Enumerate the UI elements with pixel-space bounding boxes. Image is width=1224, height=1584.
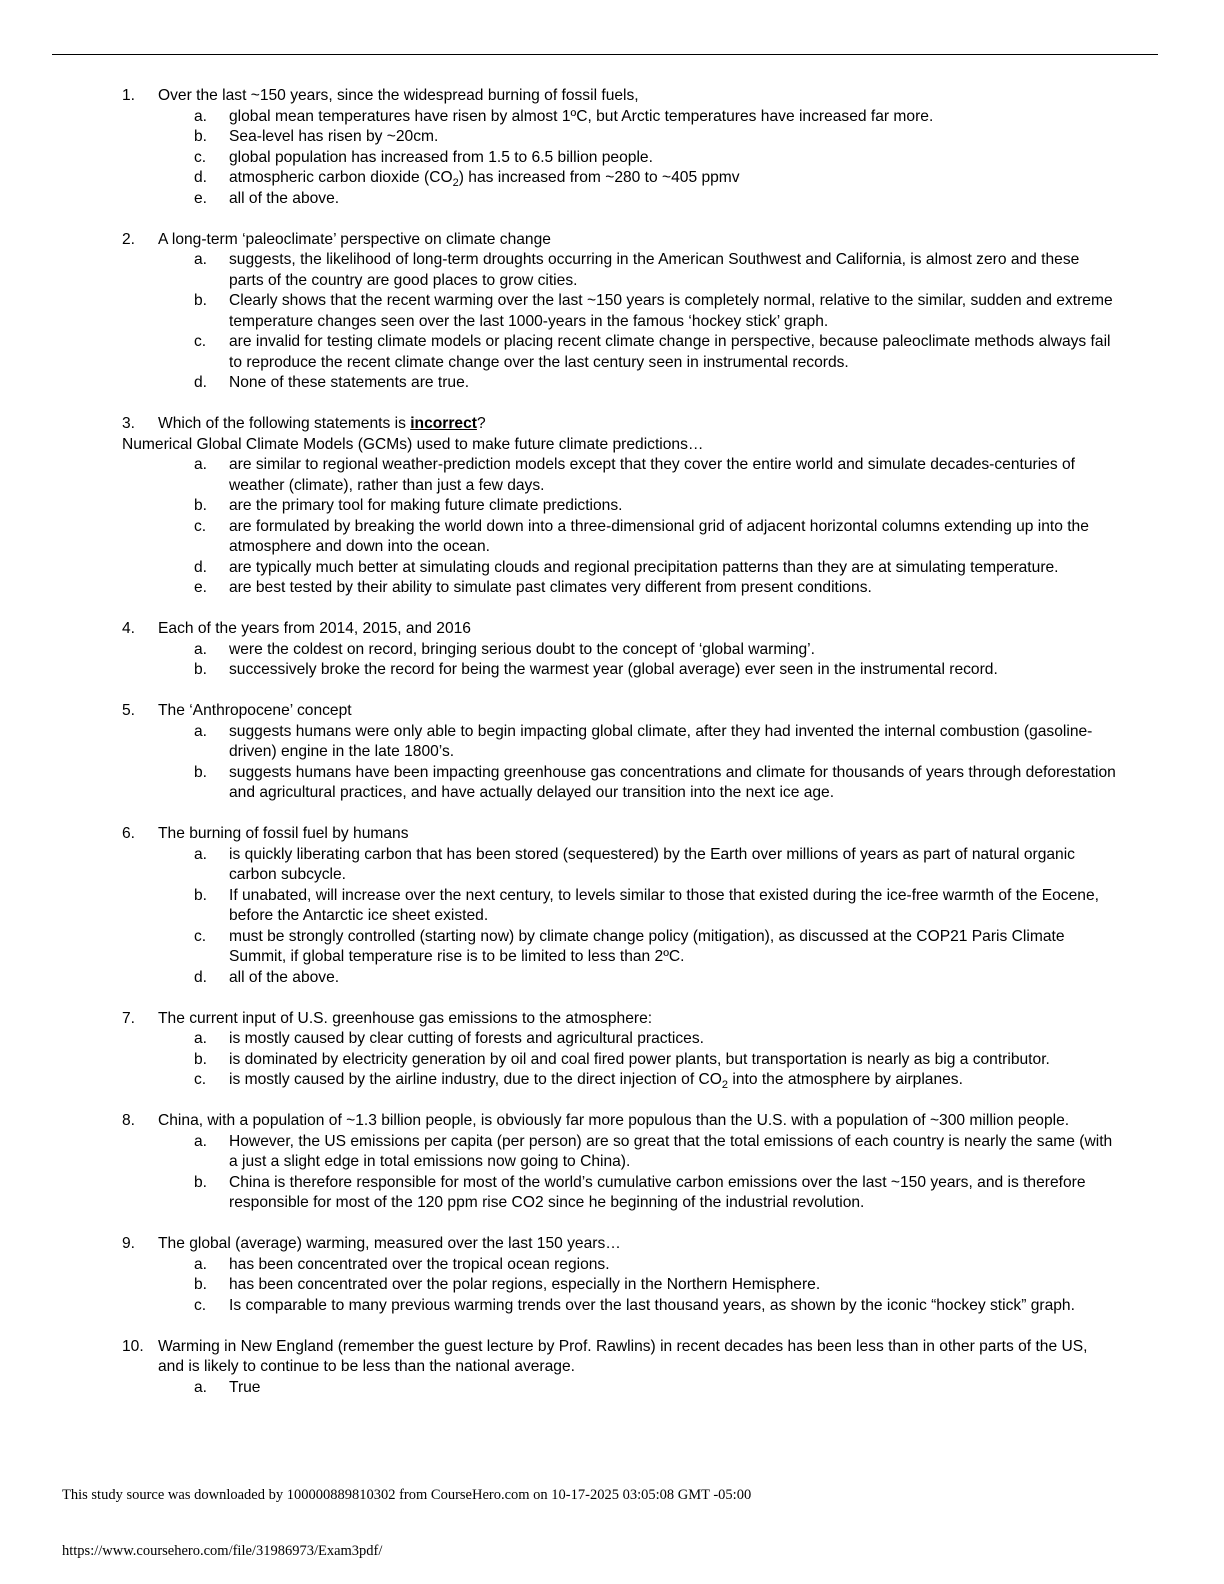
answer-option	[0, 332, 1224, 373]
question-text: China, with a population of ~1.3 billion people, is obviously far more populous than the U.S. with a population of ~300 million people.	[158, 1112, 1070, 1129]
answer-option	[0, 1275, 1224, 1296]
question-2	[0, 230, 1224, 394]
answer-option	[0, 107, 1224, 128]
option-text-post: ) has increased from ~280 to ~405 ppmv	[458, 169, 740, 186]
option-text-pre: is mostly caused by the airline industry, due to the direct injection of CO	[229, 1071, 722, 1088]
question-text: Warming in New England (remember the guest lecture by Prof. Rawlins) in recent decades has been less than in other parts of the US, and is likely to continue to be less than the national average.	[158, 1337, 1088, 1375]
answer-option	[0, 1070, 1224, 1091]
option-text: are similar to regional weather-prediction models except that they cover the entire world and simulate decades-centuries of weather (climate), rather than just a few days.	[229, 456, 1075, 494]
option-text: True	[229, 1378, 261, 1396]
answer-option	[0, 1050, 1224, 1071]
answer-option	[0, 1132, 1224, 1173]
option-letter: b.	[194, 292, 208, 309]
option-text: suggests humans were only able to begin impacting global climate, after they had invented the internal combustion (gasoline-driven) engine in the late 1800’s.	[229, 722, 1093, 760]
answer-option	[0, 763, 1224, 804]
question-text: The global (average) warming, measured over the last 150 years…	[158, 1235, 621, 1252]
answer-option	[0, 250, 1224, 291]
option-letter: b.	[194, 1276, 208, 1293]
answer-option	[0, 640, 1224, 661]
question-number: 5.	[122, 702, 136, 719]
answer-option	[0, 886, 1224, 927]
option-letter: b.	[194, 886, 208, 904]
option-text: all of the above.	[229, 968, 340, 986]
answer-option	[0, 722, 1224, 763]
option-text: is dominated by electricity generation by oil and coal fired power plants, but transportation is nearly as big a contributor.	[229, 1050, 1050, 1068]
question-stem	[0, 701, 1224, 722]
question-text: The current input of U.S. greenhouse gas emissions to the atmosphere:	[158, 1009, 653, 1027]
answer-option	[0, 968, 1224, 989]
answer-option	[0, 148, 1224, 169]
question-number: 4.	[122, 620, 136, 637]
subscript: 2	[452, 177, 459, 190]
option-letter: c.	[194, 148, 207, 166]
question-9	[0, 1234, 1224, 1316]
option-text: has been concentrated over the tropical ocean regions.	[229, 1255, 610, 1273]
question-number: 1.	[122, 87, 136, 104]
option-letter: a.	[194, 722, 208, 740]
answer-option	[0, 558, 1224, 579]
option-letter: a.	[194, 845, 208, 863]
option-text: None of these statements are true.	[229, 374, 470, 391]
option-text: are best tested by their ability to simulate past climates very different from present conditions.	[229, 579, 872, 596]
question-number: 2.	[122, 230, 136, 248]
option-letter: b.	[194, 661, 208, 678]
question-4	[0, 619, 1224, 681]
question-text-pre: Which of the following statements is	[158, 415, 411, 432]
answer-option	[0, 1173, 1224, 1214]
answer-option	[0, 517, 1224, 558]
question-text: Each of the years from 2014, 2015, and 2016	[158, 620, 471, 637]
option-text: global population has increased from 1.5 to 6.5 billion people.	[229, 148, 653, 166]
option-text: Is comparable to many previous warming trends over the last thousand years, as shown by the iconic “hockey stick” graph.	[229, 1296, 1075, 1314]
question-number: 7.	[122, 1009, 136, 1027]
option-letter: a.	[194, 107, 208, 125]
option-text: all of the above.	[229, 189, 340, 207]
option-letter: b.	[194, 1173, 208, 1191]
option-text: China is therefore responsible for most of the world’s cumulative carbon emissions over the last ~150 years, and is therefore responsible for most of the 120 ppm rise CO2 since he beginning of the industrial revolution.	[229, 1173, 1086, 1211]
option-text: is quickly liberating carbon that has been stored (sequestered) by the Earth over millions of years as part of natural organic carbon subcycle.	[229, 845, 1075, 883]
answer-option	[0, 1029, 1224, 1050]
answer-option	[0, 189, 1224, 210]
question-stem	[0, 1337, 1224, 1378]
option-text: suggests humans have been impacting greenhouse gas concentrations and climate for thousands of years through deforestation and agricultural practices, and have actually delayed our transition into the next ice age.	[229, 763, 1116, 801]
option-letter: b.	[194, 763, 208, 781]
option-text: suggests, the likelihood of long-term droughts occurring in the American Southwest and California, is almost zero and these parts of the country are good places to grow cities.	[229, 251, 1080, 289]
answer-option	[0, 168, 1224, 189]
answer-option	[0, 127, 1224, 148]
option-letter: a.	[194, 1378, 208, 1396]
question-stem	[0, 230, 1224, 251]
question-number: 8.	[122, 1112, 136, 1129]
question-subtext: Numerical Global Climate Models (GCMs) used to make future climate predictions…	[122, 435, 704, 453]
option-letter: a.	[194, 1030, 208, 1047]
answer-option	[0, 1296, 1224, 1317]
question-number: 6.	[122, 825, 136, 842]
top-rule	[52, 54, 1158, 55]
option-letter: a.	[194, 251, 208, 268]
option-letter: e.	[194, 189, 208, 207]
option-letter: c.	[194, 517, 207, 535]
answer-option	[0, 373, 1224, 394]
option-letter: c.	[194, 927, 207, 945]
option-text: If unabated, will increase over the next century, to levels similar to those that existed during the ice-free warmth of the Eocene, before the Antarctic ice sheet existed.	[229, 886, 1099, 924]
question-stem	[0, 1111, 1224, 1132]
question-5	[0, 701, 1224, 804]
option-text: are the primary tool for making future climate predictions.	[229, 497, 623, 514]
option-text: must be strongly controlled (starting now) by climate change policy (mitigation), as discussed at the COP21 Paris Climate Summit, if global temperature rise is to be limited to less than 2ºC.	[229, 927, 1065, 965]
option-letter: b.	[194, 128, 208, 145]
option-text: has been concentrated over the polar regions, especially in the Northern Hemisphere.	[229, 1276, 821, 1293]
question-text: The burning of fossil fuel by humans	[158, 825, 409, 842]
question-text-post: ?	[476, 415, 486, 432]
answer-option	[0, 1255, 1224, 1276]
question-number: 9.	[122, 1235, 136, 1252]
question-stem	[0, 824, 1224, 845]
option-letter: b.	[194, 497, 208, 514]
subscript: 2	[721, 1079, 729, 1092]
question-number: 10.	[122, 1337, 144, 1355]
option-letter: d.	[194, 968, 208, 986]
answer-option	[0, 845, 1224, 886]
option-text-pre: atmospheric carbon dioxide (CO	[229, 169, 453, 186]
option-text: Clearly shows that the recent warming over the last ~150 years is completely normal, relative to the similar, sudden and extreme temperature changes seen over the last 1000-years in the famous ‘hockey stick’ graph.	[229, 292, 1113, 330]
option-text: However, the US emissions per capita (per person) are so great that the total emissions of each country is nearly the same (with a just a slight edge in total emissions now going to China).	[229, 1132, 1113, 1170]
download-notice: This study source was downloaded by 100000889810302 from CourseHero.com on 10-17-2025 03:05:08 GMT -05:00	[62, 1487, 752, 1503]
option-text-post: into the atmosphere by airplanes.	[728, 1071, 963, 1088]
option-letter: d.	[194, 169, 208, 186]
option-letter: c.	[194, 333, 207, 350]
answer-option	[0, 927, 1224, 968]
option-text: are typically much better at simulating clouds and regional precipitation patterns than they are at simulating temperature.	[229, 558, 1059, 576]
question-stem	[0, 414, 1224, 435]
option-letter: a.	[194, 1255, 208, 1273]
option-text: were the coldest on record, bringing serious doubt to the concept of ‘global warming’.	[229, 640, 815, 658]
option-letter: e.	[194, 579, 208, 596]
option-text: is mostly caused by clear cutting of forests and agricultural practices.	[229, 1030, 704, 1047]
option-text: are invalid for testing climate models or placing recent climate change in perspective, because paleoclimate methods always fail to reproduce the recent climate change over the last century seen in instrumental records.	[229, 333, 1111, 371]
option-letter: d.	[194, 374, 208, 391]
question-3	[0, 414, 1224, 599]
question-list	[0, 86, 1224, 1419]
option-letter: b.	[194, 1050, 208, 1068]
answer-option	[0, 291, 1224, 332]
option-letter: a.	[194, 1132, 208, 1150]
answer-option	[0, 455, 1224, 496]
option-letter: a.	[194, 456, 208, 473]
question-8	[0, 1111, 1224, 1214]
option-letter: a.	[194, 640, 208, 658]
question-text: Over the last ~150 years, since the widespread burning of fossil fuels,	[158, 87, 639, 104]
question-text: A long-term ‘paleoclimate’ perspective on climate change	[158, 230, 551, 248]
answer-option	[0, 1378, 1224, 1399]
source-url: https://www.coursehero.com/file/31986973/Exam3pdf/	[62, 1543, 383, 1559]
answer-option	[0, 496, 1224, 517]
option-text: are formulated by breaking the world down into a three-dimensional grid of adjacent horizontal columns extending up into the atmosphere and down into the ocean.	[229, 517, 1089, 555]
question-stem	[0, 86, 1224, 107]
question-stem	[0, 619, 1224, 640]
option-letter: c.	[194, 1071, 207, 1088]
question-10	[0, 1337, 1224, 1399]
question-1	[0, 86, 1224, 209]
question-stem	[0, 1009, 1224, 1030]
question-7	[0, 1009, 1224, 1091]
question-stem	[0, 1234, 1224, 1255]
question-6	[0, 824, 1224, 988]
option-letter: c.	[194, 1296, 207, 1314]
answer-option	[0, 660, 1224, 681]
option-letter: d.	[194, 558, 208, 576]
option-text: Sea-level has risen by ~20cm.	[229, 128, 439, 145]
answer-option	[0, 578, 1224, 599]
option-text: global mean temperatures have risen by almost 1ºC, but Arctic temperatures have increased far more.	[229, 107, 934, 125]
option-text: successively broke the record for being the warmest year (global average) ever seen in the instrumental record.	[229, 661, 998, 678]
question-number: 3.	[122, 415, 136, 432]
question-text: The ‘Anthropocene’ concept	[158, 702, 352, 719]
emphasized-word: incorrect	[410, 415, 477, 432]
